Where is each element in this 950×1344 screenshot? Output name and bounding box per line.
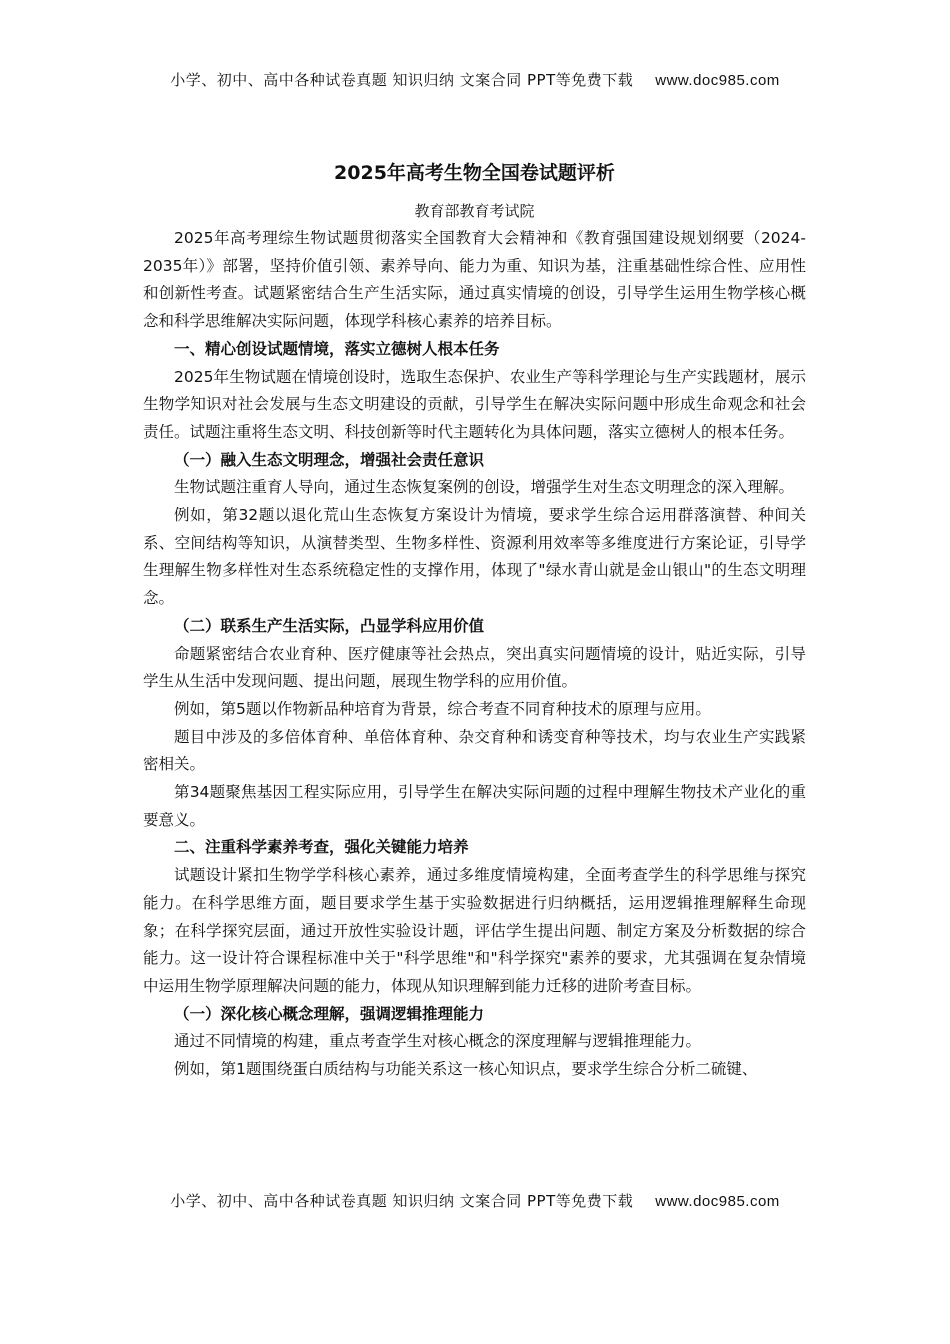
banner-site-link[interactable]: www.doc985.com xyxy=(655,1193,780,1210)
subsection-heading: （一）融入生态文明理念，增强社会责任意识 xyxy=(174,450,485,469)
paragraph: 命题紧密结合农业育种、医疗健康等社会热点，突出真实问题情境的设计，贴近实际，引导学生从生活中发现问题、提出问题，展现生物学科的应用价值。 xyxy=(143,644,806,691)
section-heading: 一、精心创设试题情境，落实立德树人根本任务 xyxy=(174,339,500,358)
paragraph: 例如，第5题以作物新品种培育为背景，综合考查不同育种技术的原理与应用。 xyxy=(174,699,711,718)
banner-text: 小学、初中、高中各种试卷真题 知识归纳 文案合同 PPT等免费下载 xyxy=(170,71,634,89)
document-author: 教育部教育考试院 xyxy=(414,202,535,220)
paragraph: 试题设计紧扣生物学学科核心素养，通过多维度情境构建，全面考查学生的科学思维与探究能力。在科学思维方面，题目要求学生基于实验数据进行归纳概括，运用逻辑推理解释生命现象；在科学探究层面，通过开放性实验设计题，评估学生提出问题、制定方案及分析数据的综合能力。这一设计符合课程标准中关于"科学思维"和"科学探究"素养的要求，尤其强调在复杂情境中运用生物学原理解决问题的能力，体现从知识理解到能力迁移的进阶考查目标。 xyxy=(143,866,806,995)
document-page xyxy=(143,158,806,1084)
footer-banner xyxy=(0,1190,950,1211)
subsection-heading: （一）深化核心概念理解，强调逻辑推理能力 xyxy=(174,1004,485,1023)
paragraph: 第34题聚焦基因工程实际应用，引导学生在解决实际问题的过程中理解生物技术产业化的重要意义。 xyxy=(143,783,806,829)
paragraph: 2025年生物试题在情境创设时，选取生态保护、农业生产等科学理论与生产实践题材，展示生物学知识对社会发展与生态文明建设的贡献，引导学生在解决实际问题中形成生命观念和社会责任。试题注重将生态文明、科技创新等时代主题转化为具体问题，落实立德树人的根本任务。 xyxy=(143,367,806,441)
document-title: 2025年高考生物全国卷试题评析 xyxy=(334,162,615,184)
paragraph: 通过不同情境的构建，重点考查学生对核心概念的深度理解与逻辑推理能力。 xyxy=(174,1032,702,1051)
header-banner xyxy=(0,69,950,90)
paragraph: 例如，第1题围绕蛋白质结构与功能关系这一核心知识点，要求学生综合分析二硫键、 xyxy=(174,1060,758,1079)
document-body xyxy=(143,225,806,1084)
banner-site-link[interactable]: www.doc985.com xyxy=(655,72,780,89)
paragraph: 生物试题注重育人导向，通过生态恢复案例的创设，增强学生对生态文明理念的深入理解。 xyxy=(174,478,795,497)
paragraph: 题目中涉及的多倍体育种、单倍体育种、杂交育种和诱变育种等技术，均与农业生产实践紧密相关。 xyxy=(143,727,806,774)
paragraph: 2025年高考理综生物试题贯彻落实全国教育大会精神和《教育强国建设规划纲要（2024-2035年）》部署，坚持价值引领、素养导向、能力为重、知识为基，注重基础性综合性、应用性和创新性考查。试题紧密结合生产生活实际，通过真实情境的创设，引导学生运用生物学核心概念和科学思维解决实际问题，体现学科核心素养的培养目标。 xyxy=(143,229,806,331)
paragraph: 例如，第32题以退化荒山生态恢复方案设计为情境，要求学生综合运用群落演替、种间关系、空间结构等知识，从演替类型、生物多样性、资源利用效率等多维度进行方案论证，引导学生理解生物多样性对生态系统稳定性的支撑作用，体现了"绿水青山就是金山银山"的生态文明理念。 xyxy=(143,506,806,608)
banner-text: 小学、初中、高中各种试卷真题 知识归纳 文案合同 PPT等免费下载 xyxy=(170,1192,634,1210)
section-heading: 二、注重科学素养考查，强化关键能力培养 xyxy=(174,838,469,857)
subsection-heading: （二）联系生产生活实际，凸显学科应用价值 xyxy=(174,616,485,635)
